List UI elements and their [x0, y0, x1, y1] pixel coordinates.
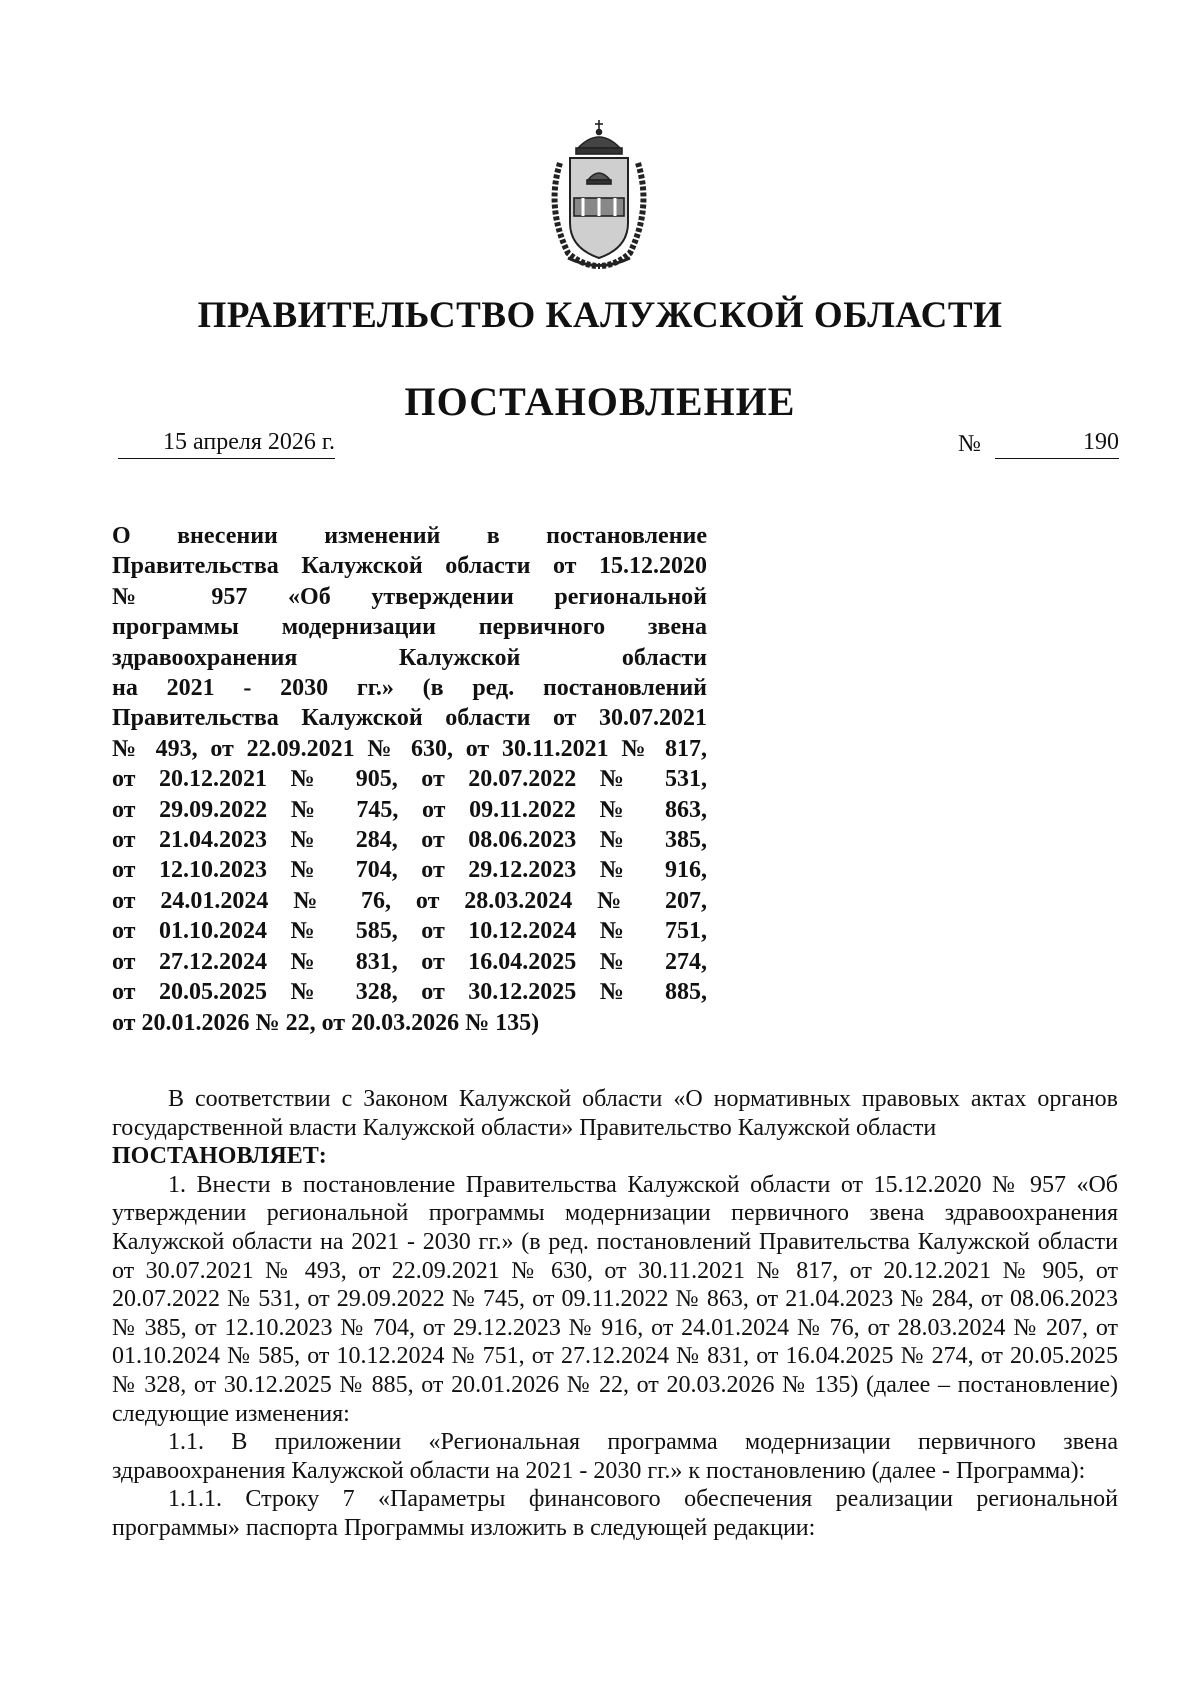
subject-line: Правительства Калужской области от 15.12.2020 — [112, 553, 707, 580]
subject-line: от 20.01.2026 № 22, от 20.03.2026 № 135) — [112, 1009, 540, 1036]
subject-line: от 24.01.2024 № 76, от 28.03.2024 № 207, — [112, 887, 707, 914]
preamble-paragraph: В соответствии с Законом Калужской области «О нормативных правовых актах органов государственной власти Калужской области» Правительство Калужской области — [112, 1086, 1118, 1141]
document-date: 15 апреля 2026 г. — [118, 426, 335, 459]
subject-line: от 12.10.2023 № 704, от 29.12.2023 № 916, — [112, 857, 707, 884]
document-type-title: ПОСТАНОВЛЕНИЕ — [404, 379, 796, 424]
subject-line: от 20.05.2025 № 328, от 30.12.2025 № 885, — [112, 979, 707, 1006]
subject-line: Правительства Калужской области от 30.07.2021 — [112, 705, 707, 732]
subject-line: О внесении изменений в постановление — [112, 523, 707, 549]
subject-block — [112, 521, 707, 1038]
subject-line: от 21.04.2023 № 284, от 08.06.2023 № 385, — [112, 827, 707, 854]
subject-line: на 2021 - 2030 гг.» (в ред. постановлений — [112, 675, 707, 702]
paragraph-1: 1. Внести в постановление Правительства Калужской области от 15.12.2020 № 957 «Об утверждении региональной программы модернизации первичного звена здравоохранения Калужской области на 2021 - 2030 гг.» (в ред. постановлений Правительства Калужской области от 30.07.2021 № 493, от 22.09.2021 № 630, от 30.11.2021 № 817, от 20.12.2021 № 905, от 20.07.2022 № 531, от 29.09.2022 № 745, от 09.11.2022 № 863, от 21.04.2023 № 284, от 08.06.2023 № 385, от 12.10.2023 № 704, от 29.12.2023 № 916, от 24.01.2024 № 76, от 28.03.2024 № 207, от 01.10.2024 № 585, от 10.12.2024 № 751, от 27.12.2024 № 831, от 16.04.2025 № 274, от 20.05.2025 № 328, от 30.12.2025 № 885, от 20.01.2026 № 22, от 20.03.2026 № 135) (далее – постановление) следующие изменения: — [112, 1171, 1118, 1427]
number-label: № — [958, 431, 981, 457]
subject-line: от 20.12.2021 № 905, от 20.07.2022 № 531, — [112, 766, 707, 793]
resolves-heading: ПОСТАНОВЛЯЕТ: — [112, 1143, 327, 1170]
body-text — [112, 1085, 1118, 1543]
subject-line: здравоохранения Калужской области — [112, 644, 707, 671]
subject-line: от 27.12.2024 № 831, от 16.04.2025 № 274, — [112, 948, 707, 975]
paragraph-1-1-1: 1.1.1. Строку 7 «Параметры финансового обеспечения реализации региональной программы» паспорта Программы изложить в следующей редакции: — [112, 1486, 1118, 1541]
paragraph-1-1: 1.1. В приложении «Региональная программа модернизации первичного звена здравоохранения Калужской области на 2021 - 2030 гг.» к постановлению (далее - Программа): — [112, 1429, 1118, 1484]
subject-line: программы модернизации первичного звена — [112, 614, 707, 641]
subject-line: от 01.10.2024 № 585, от 10.12.2024 № 751, — [112, 918, 707, 945]
document-number: 190 — [995, 426, 1119, 459]
subject-line: № 493, от 22.09.2021 № 630, от 30.11.2021 № 817, — [112, 735, 707, 762]
subject-line: от 29.09.2022 № 745, от 09.11.2022 № 863, — [112, 796, 707, 823]
coat-of-arms-emblem — [538, 118, 660, 271]
subject-line: № 957 «Об утверждении региональной — [112, 583, 707, 610]
government-title: ПРАВИТЕЛЬСТВО КАЛУЖСКОЙ ОБЛАСТИ — [197, 295, 1003, 336]
